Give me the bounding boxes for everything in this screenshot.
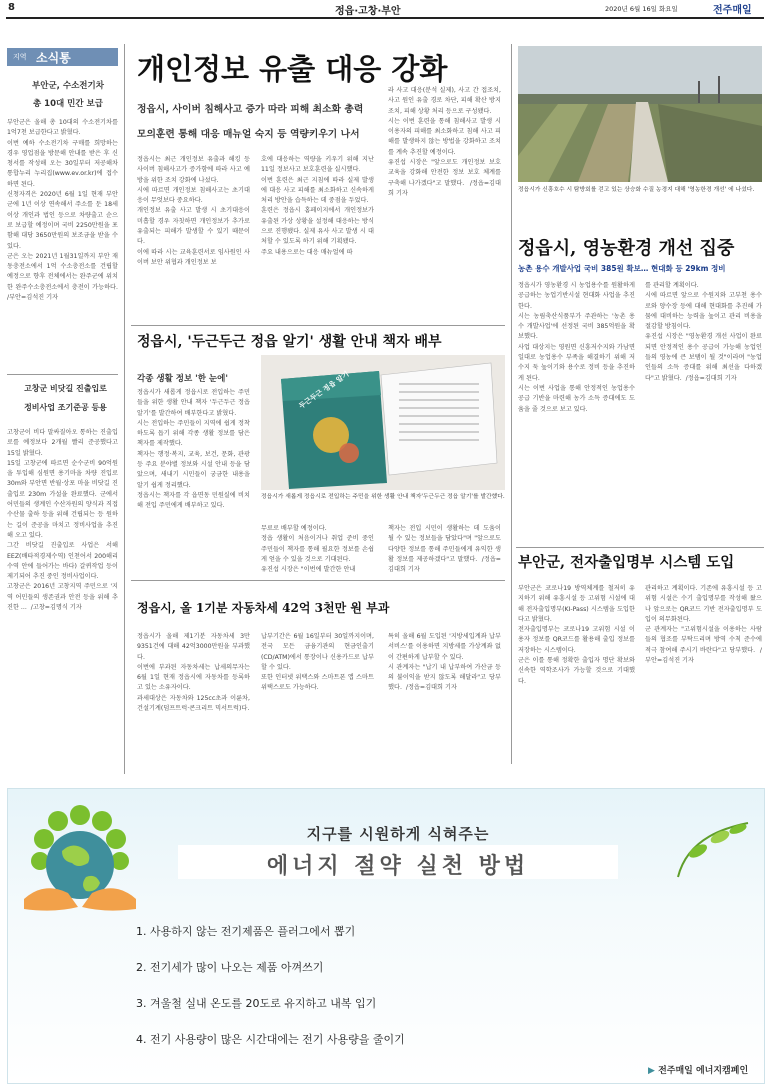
leaf-decoration xyxy=(668,817,758,887)
farm-divider xyxy=(516,547,764,548)
ad-title-2: 에너지 절약 실천 방법 xyxy=(266,854,530,879)
sidebar-article1-body: 부안군은 올해 총 10대의 수소전기차를 1억7천 보급한다고 밝혔다. 이번 예하 수소전기차 구매를 희망하는 경우 영업점을 방문해 안내를 받은 후 신청서를 작성해 오는 30일부터 저공해차 통합누리 누리집(www.ev.or.kr)에 접수하면 된다. 신청자격은 2020년 6월 1일 현재 부안군에 1년 이상 연속해서 주소를 둔 18세 이상 개인과 법인 등으로 차량출고 순으로 보급할 예정이며 국비 2250만원을 포함해 대당 3650만원의 보조금을 받을 수 있다. 군은 오는 2021년 1월31일까지 부안 재동충전소에서 1억 수소충전소를 건립할 예정으로 향후 전체에서는 완주군에 위치한 완주수소충전소에서 충전이 가능하다. /부안=김석진 기자 xyxy=(7,119,118,302)
sidebar-article1-headline2: 총 10대 민간 보급 xyxy=(33,99,103,109)
main-col-3: 라 사고 대응(분석 실제), 사고 간 접조치, 사고 원인 유출 경로 차단, 피해 확산 방지 조치, 피해 상황 처리 등으로 구성됐다. 시는 이번 훈련을 통해 침해사고 발생 시 이용자의 피해를 최소화하고 침해 사고 피해를 발생하지 않는 방법을 강화하고 조치를 계속 추진할 예정이다. 유진섭 시장은 "앞으로도 개인정보 보호 교육을 강화해 안전한 정보 보호 체계를 구축해 나가겠다"고 말했다. /정읍=김대희 기자 xyxy=(388,87,501,197)
sidebar-article1-headline1: 부안군, 수소전기차 xyxy=(32,81,104,91)
car-col-1: 정읍시가 올해 제1기분 자동차세 3만9351건에 대해 42억3000만원을 부과했다. 이번에 부과된 자동차세는 납세의무자는 6월 1일 현재 정읍시에 자동차를 등록하고 있는 소유자이다. 과세대상은 자동차와 125cc초과 이륜차, 건설기계(덤프트럭·콘크리트 믹서트럭)다. xyxy=(137,633,250,713)
globe-hands-graphic xyxy=(16,799,144,929)
ad-title-band xyxy=(178,845,618,879)
main-subheadline-1: 정읍시, 사이버 침해사고 증가 따라 피해 최소화 총력 xyxy=(137,104,364,115)
main-col-1: 정읍시는 최근 개인정보 유출과 해킹 등 사이버 침해사고가 증가함에 따라 사고 예방을 위한 조치 강화에 나섰다. 시에 따르면 개인정보 침해사고는 초기대응이 무엇보다 중요하다. 개인정보 유출 사고 발생 시 초기대응이 미흡할 경우 자칫하면 개인정보가 추가로 유출되는 피해가 발생할 수 있기 때문이다. 이에 따라 시는 교육훈련서로 임사원인 사이버 보안 위협과 개인정보 보 xyxy=(137,156,250,266)
paper-name: 전주매일 xyxy=(713,5,752,16)
farm-headline: 정읍시, 영농환경 개선 집중 xyxy=(518,238,735,259)
sidebar-title: 소식통 xyxy=(36,51,71,65)
main-subheadline-2: 모의훈련 통해 대응 매뉴얼 숙지 등 역량키우기 나서 xyxy=(137,129,360,140)
buan-col-1: 부안군은 코로나19 방역체계를 철저히 유지하기 위해 유흥시설 등 고위험 시설에 대해 전자출입명부(KI-Pass) 시스템을 도입한다고 밝혔다. 전자출입명부는 코로나19 고위험 시설 이용자 정보를 QR코드를 활용해 출입 정보를 저장하는 시스템이다. 군은 이를 통해 정확한 출입자 명단 확보와 신속한 역학조사가 가능할 것으로 기대했다. xyxy=(518,585,635,685)
farm-col-2: 를 관리할 계획이다. 시에 따르면 앞으로 수원지와 고부천 용수로와 양수장 등에 대해 현대화를 추진해 가뭄에 대비하는 능력을 높이고 관리 비용을 절감할 방침이다. 유진섭 시장은 "영농환경 개선 사업이 완료되면 안정적인 용수 공급이 가능해 농업인들의 영농에 큰 보탬이 될 것"이라며 "농업인들의 소득 증대를 위해 최선을 다하겠다"고 밝혔다. /정읍=김대희 기자 xyxy=(645,282,762,382)
main-divider xyxy=(131,325,505,326)
book-col-1: 정읍시가 새롭게 정읍시로 전입하는 주민들을 위한 생활 안내 책자 '두근두근 정읍 알기'를 발간하여 배부한다고 밝혔다. 시는 전입하는 주민들이 지역에 쉽게 정착하도록 돕기 위해 각종 생활 정보를 담은 책자를 제작했다. 책자는 행정·복지, 교육, 보건, 문화, 관광 등 주요 분야별 정보와 시설 안내 등을 담았으며, 새내기 시민들이 궁금한 내용을 알기 쉽게 정리했다. 정읍시는 책자를 각 읍면동 민원실에 비치해 전입 주민에게 배부하고 있다. xyxy=(137,389,250,510)
book-headline: 정읍시, '두근두근 정읍 알기' 생활 안내 책자 배부 xyxy=(137,334,442,350)
energy-tip-3: 3. 겨울철 실내 온도를 20도로 유지하고 내복 입기 xyxy=(136,997,377,1010)
book-divider xyxy=(131,580,505,581)
ad-title-1: 지구를 시원하게 식혀주는 xyxy=(306,825,490,843)
farm-subheadline: 농촌 용수 개발사업 국비 385원 확보… 현대화 등 29km 정비 xyxy=(518,264,726,273)
sidebar-label xyxy=(7,48,118,66)
buan-col-2: 관리하고 계획이다. 기존에 유흥시설 등 고위험 시설은 수기 출입명부를 작성해 왔으나 앞으로는 QR코드 기반 전자출입명부 도입이 의무화된다. 군 관계자는 "고위험시설을 이용하는 사람들의 협조를 부탁드리며 방역 수칙 준수에 적극 참여해 주시기 바란다"고 당부했다. /부안=김석진 기자 xyxy=(645,585,762,665)
farm-col-1: 정읍시가 영농환경 시 농업용수를 원활하게 공급하는 농업기반시설 현대화 사업을 추진한다. 시는 농림축산식품부가 주관하는 '농촌 용수 개발사업'에 선정된 국비 385억원을 확보했다. 사업 대상지는 영원면 신흥저수지와 가남면 일대로 농업용수 부족을 해결하기 위해 저수지 둑 높이기와 용수로 정비 등을 추진하게 된다. 시는 이번 사업을 통해 안정적인 농업용수 공급 기반을 마련해 농가 소득 증대에도 도움을 줄 것으로 보고 있다. xyxy=(518,282,635,413)
sidebar-tag: 지역 xyxy=(13,53,27,61)
energy-tip-2: 2. 전기세가 많이 나오는 제품 아껴쓰기 xyxy=(136,961,324,974)
book-subheadline: 각종 생활 정보 '한 눈에' xyxy=(137,374,228,384)
issue-date: 2020년 6월 16일 화요일 xyxy=(605,5,678,13)
car-headline: 정읍시, 올 1기분 자동차세 42억 3천만 원 부과 xyxy=(137,601,390,615)
section-title: 정읍·고창·부안 xyxy=(335,6,401,17)
book-photo xyxy=(261,355,505,490)
buan-headline: 부안군, 전자출입명부 시스템 도입 xyxy=(518,554,735,571)
page-number: 8 xyxy=(8,2,15,13)
campaign-play-icon: ▶ xyxy=(648,1066,655,1076)
car-col-3: 특히 올해 6월 도입된 '지방세입계좌 납부서비스'를 이용하면 지방세를 가상계좌 없이 간편하게 납부할 수 있다. 시 관계자는 "납기 내 납부하여 가산금 등의 불이익을 받지 않도록 해달라"고 당부했다. /정읍=김대희 기자 xyxy=(388,633,501,692)
book-photo-caption: 정읍시가 새롭게 정읍시로 전입하는 주민을 위한 생활 안내 책자'두근두근 정읍 알기'를 발간했다. xyxy=(261,494,505,500)
farmland-photo-caption: 정읍시가 신흥호수 시 탐방회를 걷고 있는 상승화 수질 농경지 대해 '영농한경 개선' 에 나섰다. xyxy=(518,187,755,193)
book-cover-title: 두근두근 정읍 알기 xyxy=(297,369,351,411)
car-col-2: 납부기간은 6월 16일부터 30일까지이며, 전국 모든 금융기관의 현금인출기(CD/ATM)에서 통장이나 신용카드로 납부할 수 있다. 또한 인터넷 위택스와 스마트폰 앱 스마트위택스로도 가능하다. xyxy=(261,633,374,692)
header-rule xyxy=(6,17,764,19)
main-col-2: 호에 대응하는 역량을 키우기 위해 지난 11일 정보사고 보호훈련을 실시했다. 이번 훈련은 최근 지침에 따라 실제 발생에 대응 사고 피해를 최소화하고 신속하게 처리 방안을 습득하는 데 중점을 두었다. 훈련은 정읍시 홈페이지에서 개인정보가 유출된 가상 상황을 설정해 대응하는 방식으로 진행됐다. 실제 유사 사고 발생 시 대처할 수 있도록 하기 위해 기획됐다. 주요 내용으로는 대응 매뉴얼에 따 xyxy=(261,156,374,256)
sidebar-article2-headline1: 고창군 비닷길 진출입로 xyxy=(24,384,107,393)
farmland-photo xyxy=(518,46,762,182)
sidebar-article2-body: 고창군이 비다 말싸질아오 통하는 진출입로를 예정보다 2개월 빨리 준공했다고 15일 밝혔다. 15일 고창군에 따르면 순수군비 90억원을 투입해 심원면 용기마을 차량 진입로 30m와 부안면 반월·상포 마을 비닷길 진출입로 230m 가설을 완료했다. 군에서 어민들의 생계인 수산자원의 양식과 직접 수산물 출하 등을 위해 건립되는 등 원하는 길이 준공을 마치고 정비사업을 추진해 오고 있다. 그간 비닷길 진출입로 사업은 서해 EEZ(배타적경제수역) 인천어서 200해리 수역 안에 들어가는 바다) 갈퀴작업 등이 제기되어 추진 중인 정비사업이다. 고창군은 2016년 고창지역 주민으로 '지역 어민들의 생존권과 안전 등을 위해 추진한 ... /고창=김명식 기자 xyxy=(7,429,118,612)
main-headline: 개인정보 유출 대응 강화 xyxy=(137,52,448,86)
energy-tip-4: 4. 전기 사용량이 많은 시간대에는 전기 사용량을 줄이기 xyxy=(136,1033,405,1046)
campaign-label xyxy=(648,1063,748,1076)
right-column-rule xyxy=(511,44,512,764)
energy-campaign-ad xyxy=(7,788,765,1084)
book-col-2: 무료로 배부할 예정이다. 정읍 생활이 처음이거나 취업 준비 중인 주민들이 책자를 통해 필요한 정보를 손쉽게 얻을 수 있을 것으로 기대된다. 유진섭 시장은 "이번에 발간한 안내 xyxy=(261,525,374,574)
energy-tip-1: 1. 사용하지 않는 전기제품은 플러그에서 뽑기 xyxy=(136,925,356,938)
book-col-3: 책자는 전입 시민이 생활하는 데 도움이 될 수 있는 정보들을 담았다"며 "앞으로도 다양한 정보를 통해 주민들에게 유익한 생활 정보를 제공하겠다"고 말했다. /정읍=김대희 기자 xyxy=(388,525,503,574)
sidebar-article2-headline2: 정비사업 조기준공 등용 xyxy=(24,403,107,412)
campaign-text: 전주매일 에너지캠페인 xyxy=(658,1066,749,1076)
sidebar-column-rule xyxy=(124,44,125,774)
sidebar-divider xyxy=(7,374,118,375)
